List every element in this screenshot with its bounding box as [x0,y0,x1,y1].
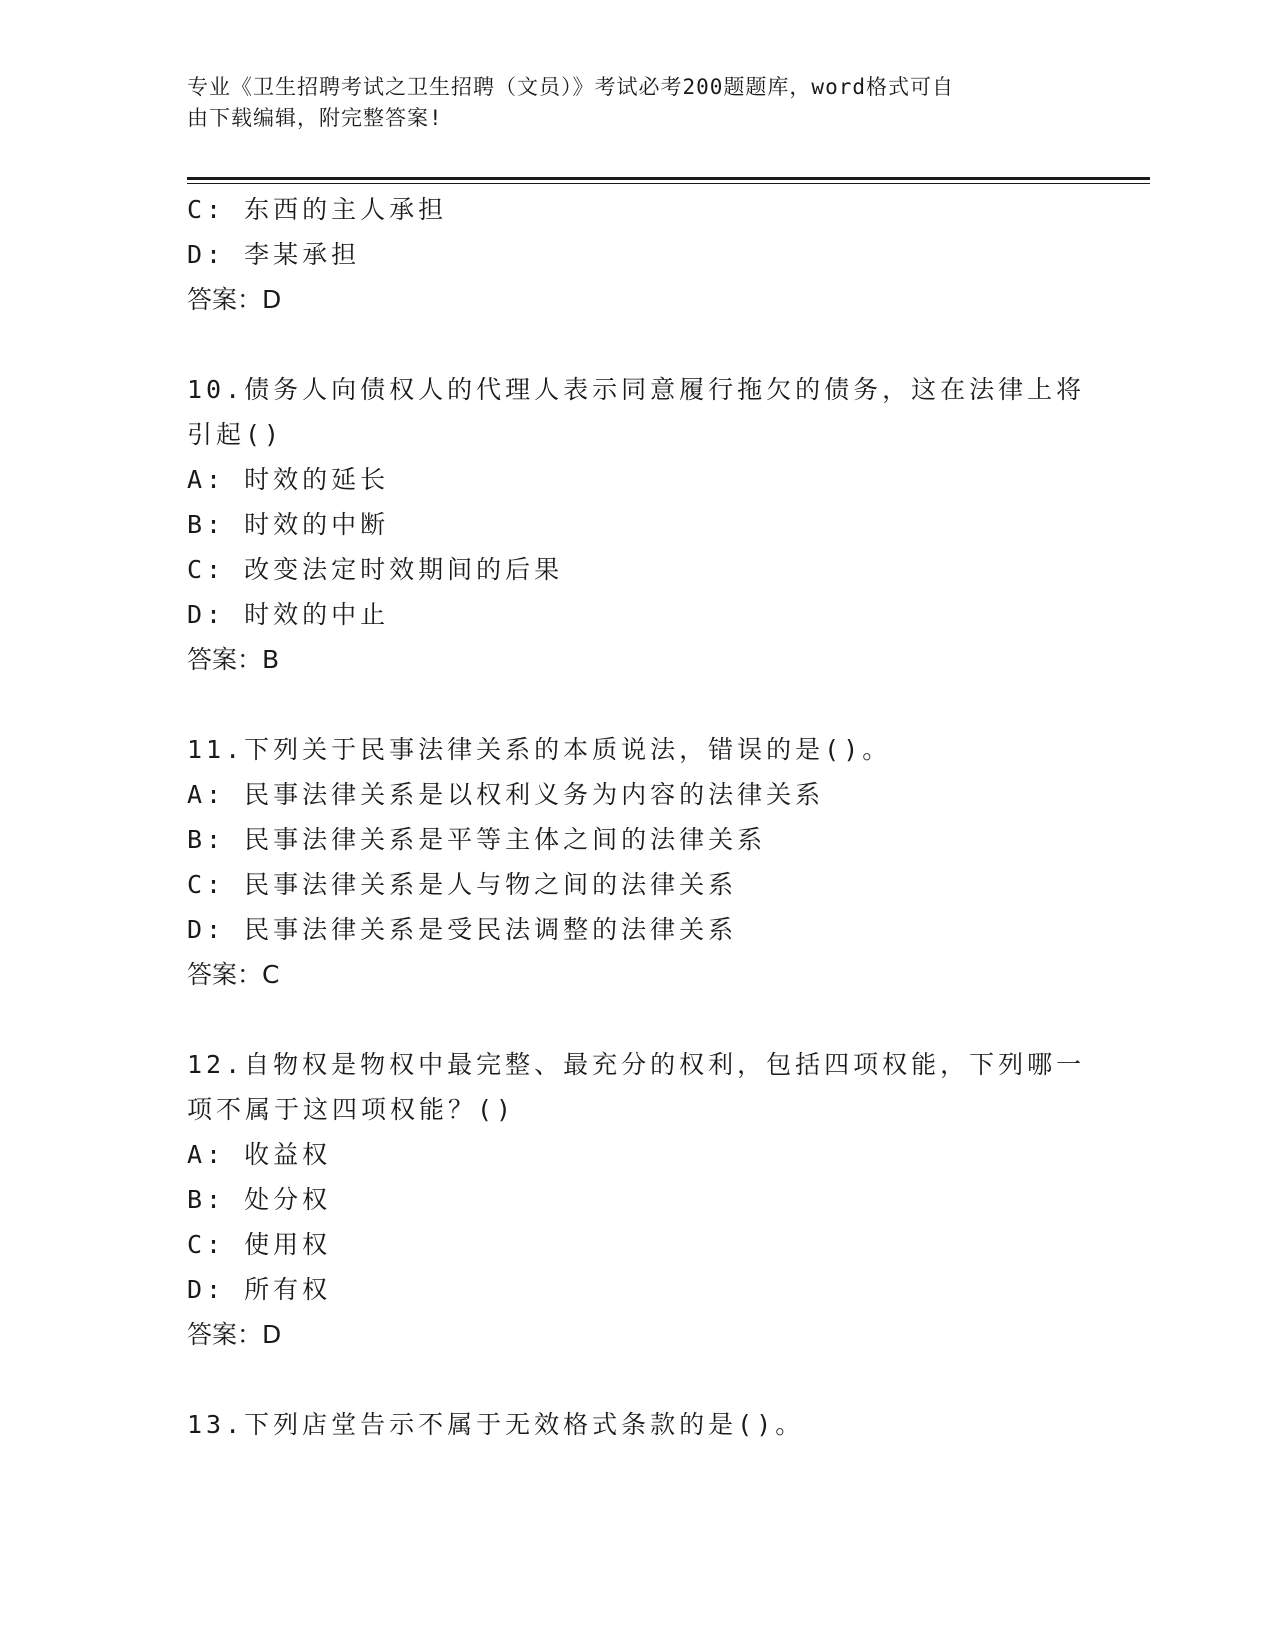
option-c: C: 东西的主人承担 [187,195,448,224]
question-12-option-a: A: 收益权 [187,1140,332,1169]
question-12-stem-line-1: 12.自物权是物权中最完整、最充分的权利，包括四项权能，下列哪一 [187,1050,1086,1079]
question-10-option-a: A: 时效的延长 [187,465,390,494]
question-12-option-b: B: 处分权 [187,1185,332,1214]
question-10-stem-line-2: 引起() [187,420,284,449]
question-10-option-c: C: 改变法定时效期间的后果 [187,555,564,584]
question-11-option-b: B: 民事法律关系是平等主体之间的法律关系 [187,825,767,854]
question-13-stem: 13.下列店堂告示不属于无效格式条款的是()。 [187,1410,805,1439]
question-10-option-d: D: 时效的中止 [187,600,390,629]
question-10-answer: 答案：B [187,645,280,674]
question-12-stem-line-2: 项不属于这四项权能？() [187,1095,516,1124]
question-11-option-a: A: 民事法律关系是以权利义务为内容的法律关系 [187,780,825,809]
header-line-2: 由下载编辑，附完整答案! [187,106,443,130]
option-d: D: 李某承担 [187,240,361,269]
question-11-answer: 答案：C [187,960,280,989]
question-12-answer: 答案：D [187,1320,282,1349]
document-header [187,72,1067,134]
header-line-1: 专业《卫生招聘考试之卫生招聘（文员）》考试必考200题题库，word格式可自 [187,75,954,99]
header-rule-thick [187,177,1150,180]
question-12-option-d: D: 所有权 [187,1275,332,1304]
header-rule-thin [187,183,1150,184]
question-11-option-c: C: 民事法律关系是人与物之间的法律关系 [187,870,738,899]
question-11-stem: 11.下列关于民事法律关系的本质说法，错误的是()。 [187,735,892,764]
question-10-stem-line-1: 10.债务人向债权人的代理人表示同意履行拖欠的债务，这在法律上将 [187,375,1086,404]
question-12-option-c: C: 使用权 [187,1230,332,1259]
question-10-option-b: B: 时效的中断 [187,510,390,539]
question-11-option-d: D: 民事法律关系是受民法调整的法律关系 [187,915,738,944]
answer-line: 答案：D [187,285,282,314]
